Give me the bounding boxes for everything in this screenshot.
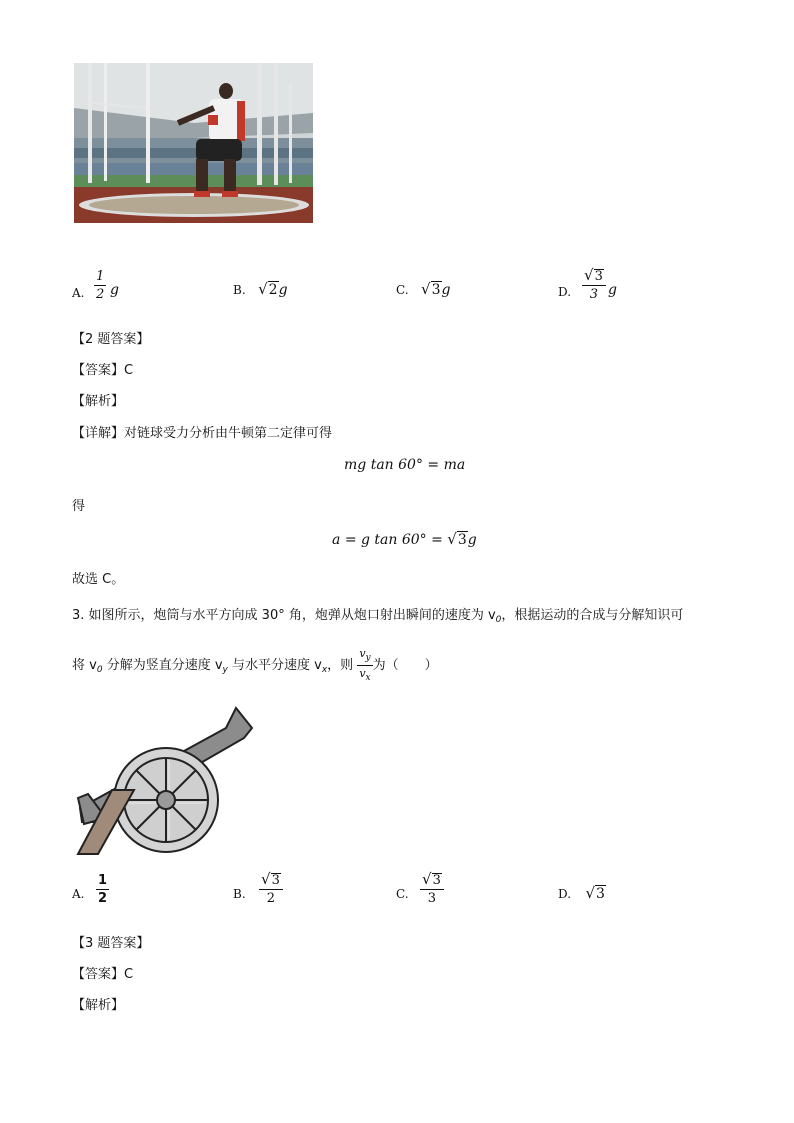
q3-stem-line-1: 3. 如图所示，炮筒与水平方向成 30° 角，炮弹从炮口射出瞬间的速度为 $v_0$，根据运动的合成与分解知识可 [72, 608, 684, 625]
q2-equation-2: a = g tan 60° = √ 3 g [332, 530, 477, 548]
q3-analysis-label: 【解析】 [72, 998, 125, 1013]
q3-option-d: D. √ 3 [558, 884, 605, 902]
q3-velocity-ratio: $\frac{v_y}{v_x}$ [359, 647, 371, 683]
q2-option-b: B. √ 2 g [233, 280, 288, 298]
q3-answer: 【答案】C [72, 967, 134, 982]
q2-conclusion: 故选 C。 [72, 572, 125, 587]
q2-de: 得 [72, 499, 86, 514]
q3-stem-line-2: 将 $v_0$ 分解为竖直分速度 $v_y$ 与水平分速度 $v_x$，则 $\frac{v_y}{v_x}$ 为（ ） [72, 647, 438, 683]
q2-detail: 【详解】对链球受力分析由牛顿第二定律可得 [72, 426, 333, 441]
q2-answer: 【答案】C [72, 363, 134, 378]
cannon-illustration [76, 698, 256, 858]
hammer-throw-photo [74, 63, 313, 223]
q2-equation-1: mg tan 60° = ma [344, 457, 466, 473]
q2-option-c: C. √ 3 g [396, 280, 451, 298]
q2-answer-header: 【2 题答案】 [72, 332, 150, 347]
q3-answer-header: 【3 题答案】 [72, 936, 150, 951]
q2-analysis-label: 【解析】 [72, 394, 125, 409]
